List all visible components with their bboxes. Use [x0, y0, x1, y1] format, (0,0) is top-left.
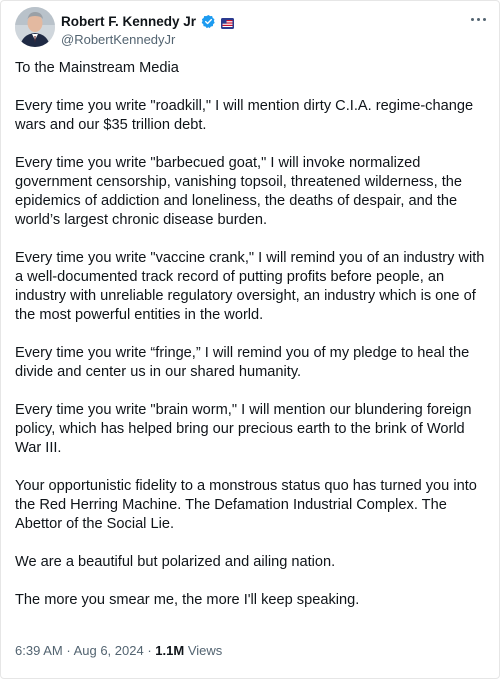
- avatar[interactable]: [15, 7, 55, 47]
- tweet-text: [15, 59, 487, 629]
- views-count: 1.1M: [155, 643, 185, 658]
- tweet-meta: [15, 643, 222, 658]
- tweet-paragraph: Every time you write "vaccine crank," I will remind you of an industry with a well-documented track record of putting profits before people, an industry with unreliable regulatory oversight, an industry which is one of the most powerful entities in the world.: [15, 250, 485, 323]
- tweet-paragraph: To the Mainstream Media: [15, 60, 179, 76]
- tweet-paragraph: Your opportunistic fidelity to a monstrous status quo has turned you into the Red Herring Machine. The Defamation Industrial Complex. The Abettor of the Social Lie.: [15, 478, 477, 532]
- views-label: Views: [187, 643, 223, 658]
- verified-badge-icon: [201, 14, 216, 29]
- tweet-paragraph: The more you smear me, the more I'll keep speaking.: [15, 592, 360, 608]
- us-flag-icon: [221, 16, 234, 27]
- tweet-date[interactable]: Aug 6, 2024: [73, 643, 144, 658]
- tweet-paragraph: Every time you write "barbecued goat," I will invoke normalized government censorship, vanishing topsoil, threatened wilderness, the epidemics of addiction and loneliness, the deaths of despair, and the world’s largest chronic disease burden.: [15, 155, 462, 228]
- more-options-icon[interactable]: [467, 11, 489, 27]
- meta-separator: ·: [66, 643, 71, 658]
- author-handle[interactable]: @RobertKennedyJr: [61, 32, 176, 47]
- avatar-image: [15, 7, 55, 47]
- display-name-row: [61, 12, 234, 30]
- tweet-paragraph: Every time you write "roadkill," I will mention dirty C.I.A. regime-change wars and our $35 trillion debt.: [15, 98, 474, 133]
- display-name[interactable]: Robert F. Kennedy Jr: [61, 13, 197, 29]
- tweet-header: [15, 7, 489, 47]
- tweet-paragraph: Every time you write "brain worm," I will mention our blundering foreign policy, which has helped bring our precious earth to the brink of World War III.: [15, 402, 472, 456]
- meta-separator: ·: [147, 643, 152, 658]
- tweet-time[interactable]: 6:39 AM: [15, 643, 63, 658]
- tweet-paragraph: Every time you write “fringe,” I will remind you of my pledge to heal the divide and center us in our shared humanity.: [15, 345, 470, 380]
- tweet-paragraph: We are a beautiful but polarized and ailing nation.: [15, 554, 336, 570]
- author-info: [61, 12, 234, 47]
